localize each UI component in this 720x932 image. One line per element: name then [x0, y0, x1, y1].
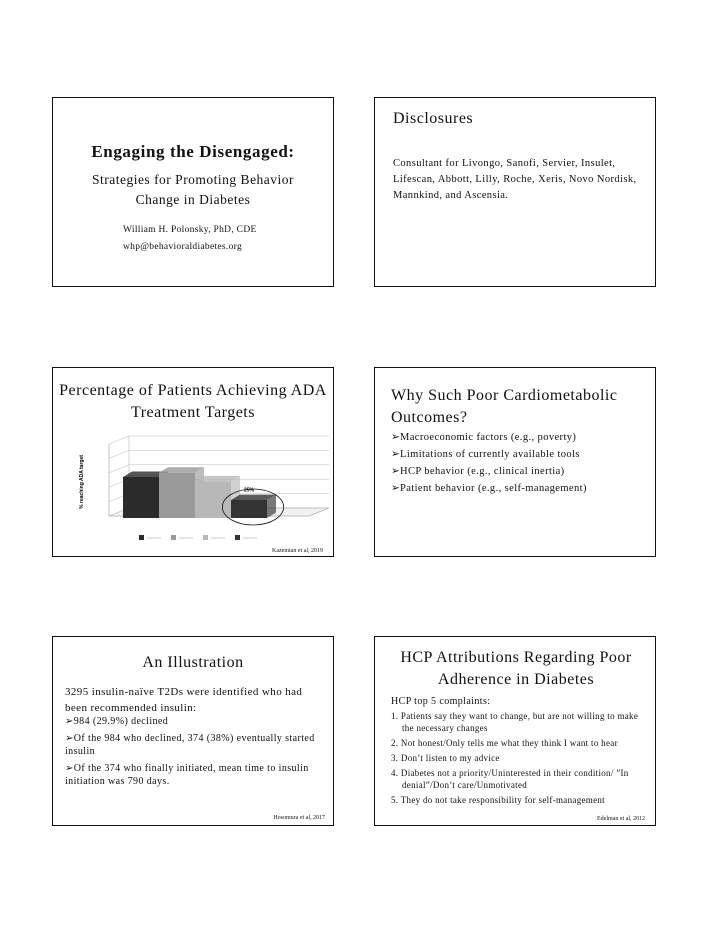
- list-item: ➢984 (29.9%) declined: [65, 716, 169, 727]
- y-axis-label: % reaching ADA target: [79, 455, 85, 509]
- chart-bars: [123, 467, 284, 525]
- presentation-title: Engaging the Disengaged:: [91, 142, 295, 161]
- slide-chart: [52, 367, 334, 557]
- legend-marker: [235, 535, 240, 540]
- slide-illustration: [52, 636, 334, 826]
- disclosure-text: Consultant for Livongo, Sanofi, Servier, Insulet, Lifescan, Abbott, Lilly, Roche, Xeris, Novo Nordisk, Mannkind, and Ascensia.: [393, 158, 637, 201]
- citation: Hosomura et al, 2017: [273, 815, 325, 821]
- gridline-side: [109, 436, 129, 444]
- list-item: ➢Limitations of currently available tools: [391, 446, 587, 463]
- legend-marker: [203, 535, 208, 540]
- bar: [231, 500, 267, 518]
- list-item: ➢Macroeconomic factors (e.g., poverty): [391, 429, 587, 446]
- citation: Edelman et al, 2012: [597, 816, 645, 822]
- list-item: ➢Of the 374 who finally initiated, mean time to insulin initiation was 790 days.: [65, 762, 309, 787]
- slide-outcomes: [374, 367, 656, 557]
- list-item: 3. Don’t listen to my advice: [391, 753, 500, 763]
- bullet-list: [65, 715, 327, 789]
- slide-heading: Disclosures: [393, 110, 474, 127]
- author-name: William H. Polonsky, PhD, CDE: [123, 225, 257, 235]
- bar: [123, 477, 159, 518]
- citation: Kazemian et al, 2019: [272, 548, 323, 554]
- numbered-list: [391, 710, 651, 809]
- gridline-side: [109, 465, 129, 473]
- intro-text: HCP top 5 complaints:: [391, 696, 491, 707]
- presentation-subtitle: Strategies for Promoting Behavior Change in Diabetes: [91, 172, 295, 207]
- slide-heading: HCP Attributions Regarding Poor Adherence in Diabetes: [400, 649, 632, 688]
- slide-heading: Percentage of Patients Achieving ADA Treatment Targets: [59, 382, 327, 421]
- bar-chart: [73, 434, 331, 544]
- bar: [195, 481, 231, 518]
- arrow-bullet-icon: ➢: [391, 449, 401, 460]
- gridline-side: [109, 450, 129, 458]
- arrow-bullet-icon: ➢: [391, 466, 401, 477]
- list-item: 2. Not honest/Only tells me what they think I want to hear: [391, 738, 618, 748]
- chart-legend: [139, 535, 257, 540]
- list-item: ➢HCP behavior (e.g., clinical inertia): [391, 463, 587, 480]
- list-item: ➢Patient behavior (e.g., self-management): [391, 480, 587, 497]
- arrow-bullet-icon: ➢: [391, 483, 401, 494]
- arrow-bullet-icon: ➢: [391, 432, 401, 443]
- slide-heading: Why Such Poor Cardiometabolic Outcomes?: [391, 387, 618, 426]
- legend-marker: [171, 535, 176, 540]
- slide-title: [52, 97, 334, 287]
- slide-disclosures: [374, 97, 656, 287]
- slide-hcp-attributions: [374, 636, 656, 826]
- arrow-bullet-icon: ➢: [65, 716, 74, 727]
- list-item: ➢Of the 984 who declined, 374 (38%) eventually started insulin: [65, 732, 315, 757]
- bar-data-label: 25%: [243, 487, 255, 494]
- arrow-bullet-icon: ➢: [65, 762, 74, 774]
- list-item: 1. Patients say they want to change, but are not willing to make the necessary changes: [391, 711, 639, 733]
- bar: [159, 473, 195, 518]
- legend-marker: [139, 535, 144, 540]
- author-email: whp@behavioraldiabetes.org: [123, 242, 242, 252]
- list-item: 4. Diabetes not a priority/Uninterested in their condition/ ”In denial”/Don’t care/Unmotivated: [391, 768, 629, 790]
- slide-heading: An Illustration: [142, 654, 244, 671]
- bullet-list: [391, 429, 587, 497]
- intro-text: 3295 insulin-naïve T2Ds were identified who had been recommended insulin:: [65, 686, 303, 714]
- list-item: 5. They do not take responsibility for self-management: [391, 795, 605, 805]
- arrow-bullet-icon: ➢: [65, 732, 74, 744]
